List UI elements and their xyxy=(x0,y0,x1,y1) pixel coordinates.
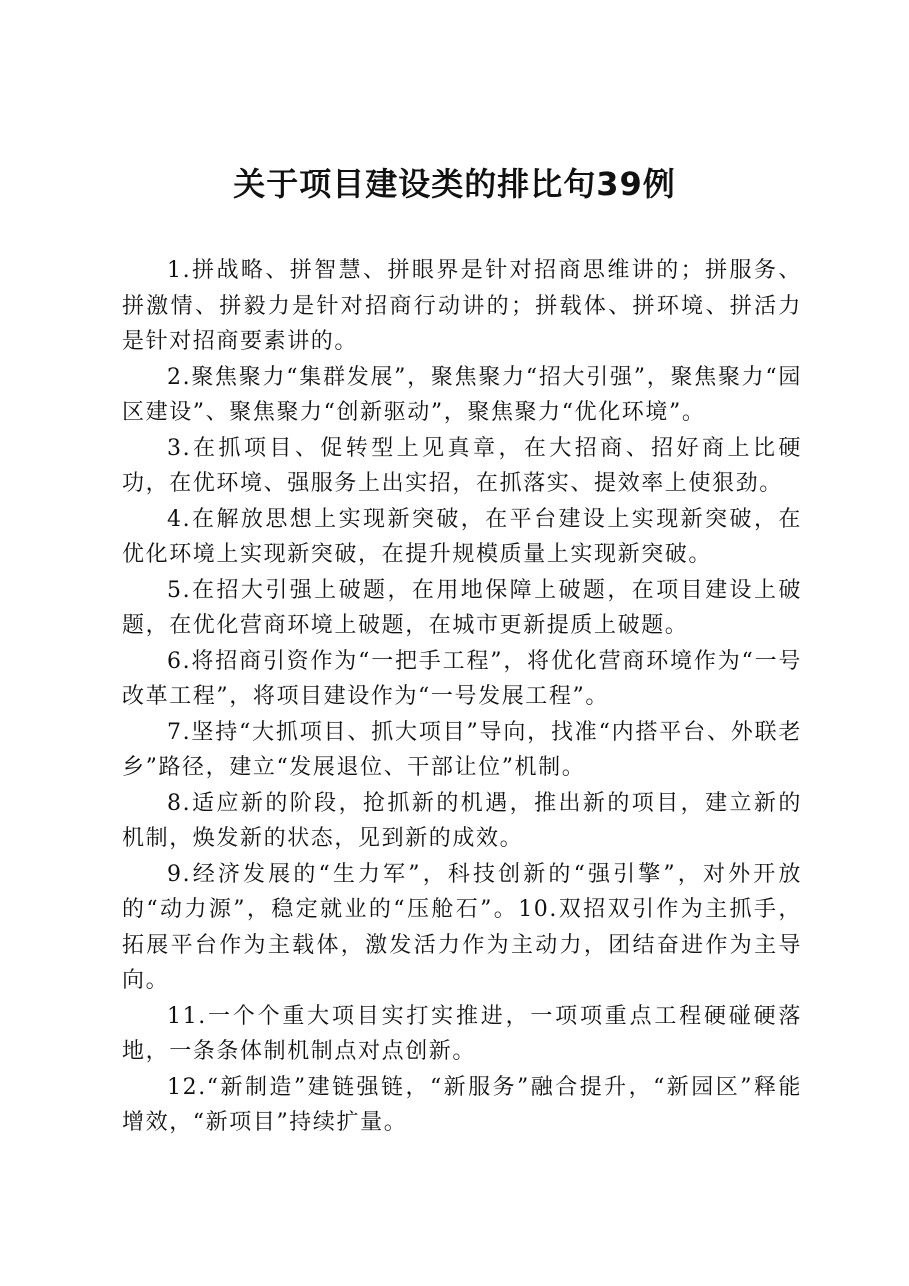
paragraph-2: 2.聚焦聚力“集群发展”，聚焦聚力“招大引强”，聚焦聚力“园区建设”、聚焦聚力“创新驱动”，聚焦聚力“优化环境”。 xyxy=(122,364,802,425)
paragraph-12: 12.“新制造”建链强链，“新服务”融合提升，“新园区”释能增效，“新项目”持续扩量。 xyxy=(122,1074,802,1135)
paragraph-5: 5.在招大引强上破题，在用地保障上破题，在项目建设上破题，在优化营商环境上破题，在城市更新提质上破题。 xyxy=(122,577,802,638)
paragraph-9: 9.经济发展的“生力军”，科技创新的“强引擎”，对外开放的“动力源”，稳定就业的“压舱石”。10.双招双引作为主抓手，拓展平台作为主载体，激发活力作为主动力，团结奋进作为主导向。 xyxy=(122,861,802,993)
paragraph-3: 3.在抓项目、促转型上见真章，在大招商、招好商上比硬功，在优环境、强服务上出实招，在抓落实、提效率上使狠劲。 xyxy=(122,435,802,496)
paragraph-1: 1.拼战略、拼智慧、拼眼界是针对招商思维讲的；拼服务、拼激情、拼毅力是针对招商行动讲的；拼载体、拼环境、拼活力是针对招商要素讲的。 xyxy=(122,258,802,354)
paragraph-11: 11.一个个重大项目实打实推进，一项项重点工程硬碰硬落地，一条条体制机制点对点创新。 xyxy=(122,1003,802,1064)
paragraph-6: 6.将招商引资作为“一把手工程”，将优化营商环境作为“一号改革工程”，将项目建设作为“一号发展工程”。 xyxy=(122,648,802,709)
document-title: 关于项目建设类的排比句39例 xyxy=(233,165,676,203)
paragraph-8: 8.适应新的阶段，抢抓新的机遇，推出新的项目，建立新的机制，焕发新的状态，见到新的成效。 xyxy=(122,790,802,851)
paragraph-7: 7.坚持“大抓项目、抓大项目”导向，找准“内搭平台、外联老乡”路径，建立“发展退位、干部让位”机制。 xyxy=(122,719,802,780)
paragraph-4: 4.在解放思想上实现新突破，在平台建设上实现新突破，在优化环境上实现新突破，在提升规模质量上实现新突破。 xyxy=(122,506,802,567)
document-body xyxy=(122,253,802,1141)
